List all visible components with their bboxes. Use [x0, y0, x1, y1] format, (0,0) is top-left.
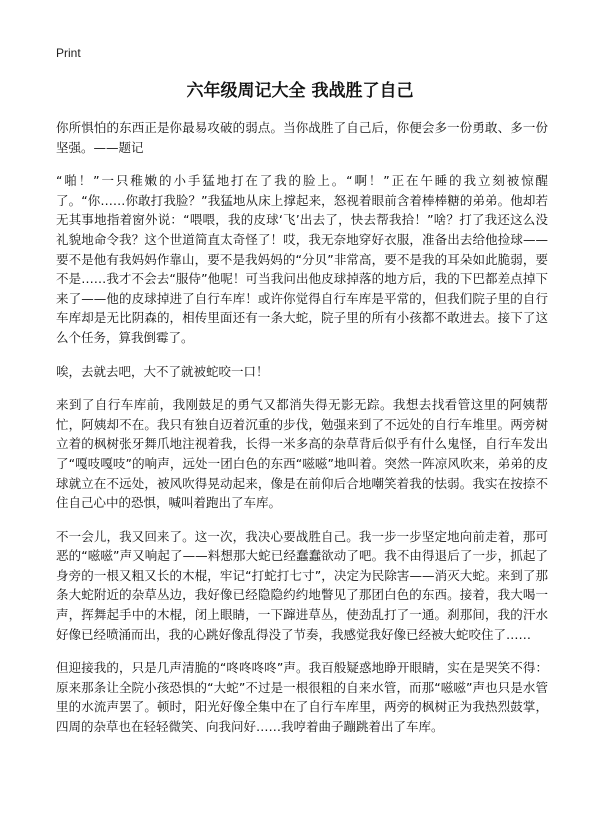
body-paragraph: 不一会儿，我又回来了。这一次，我决心要战胜自己。我一步一步坚定地向前走着，那可恶的“嗞嗞”声又响起了——料想那大蛇已经蠢蠢欲动了吧。我不由得退后了一步，抓起了身旁的一根又粗又长的木棍，牢记“打蛇打七寸”，决定为民除害——消灭大蛇。来到了那条大蛇附近的杂草丛边，我好像已经隐隐约约地瞥见了那团白色的东西。接着，我大喝一声，挥舞起手中的木棍，闭上眼睛，一下蹿进草丛，使劲乱打了一通。刹那间，我的汗水好像已经喷涌而出，我的心跳好像乱得没了节奏，我感觉我好像已经被大蛇咬住了……: [56, 528, 548, 642]
body-paragraph: 来到了自行车库前，我刚鼓足的勇气又都消失得无影无踪。我想去找看管这里的阿姨帮忙，阿姨却不在。我只有独自迈着沉重的步伐，勉强来到了不远处的自行车堆里。两旁树立着的枫树张牙舞爪地注视着我，长得一米多高的杂草背后似乎有什么鬼怪，自行车发出了“嘎吱嘎吱”的响声，远处一团白色的东西“嗞嗞”地叫着。突然一阵凉风吹来，弟弟的皮球就立在不远处，被风吹得晃动起来，像是在前仰后合地嘲笑着我的怯弱。我实在按捺不住自己心中的恐惧，喊叫着跑出了车库。: [56, 397, 548, 511]
body-paragraph: “啪！”一只稚嫩的小手猛地打在了我的脸上。“啊！”正在午睡的我立刻被惊醒了。“你……你敢打我脸？”我猛地从床上撑起来，怒视着眼前含着棒棒糖的弟弟。他却若无其事地指着窗外说：“喂喂，我的皮球‘飞’出去了，快去帮我拾！”啥？打了我还这么没礼貌地命令我？这个世道简直太奇怪了！哎，我无奈地穿好衣服，准备出去给他捡球——要不是他有我妈妈作靠山，要不是我妈妈的“分贝”非常高，要不是我的耳朵如此脆弱，要不是……我才不会去“服侍”他呢！可当我问出他皮球掉落的地方后，我的下巴都差点掉下来了——他的皮球掉进了自行车库！或许你觉得自行车库是平常的，但我们院子里的自行车库却是无比阴森的，相传里面还有一条大蛇，院子里的所有小孩都不敢进去。接下了这么个任务，算我倒霉了。: [56, 173, 548, 345]
body-paragraph: 唉，去就去吧，大不了就被蛇咬一口！: [56, 363, 269, 379]
print-link[interactable]: Print: [56, 46, 81, 60]
epigraph-paragraph: 你所惧怕的东西正是你最易攻破的弱点。当你战胜了自己后，你便会多一份勇敢、多一份坚强。——题记: [56, 120, 548, 155]
article-body: [56, 118, 548, 751]
body-paragraph: 但迎接我的，只是几声清脆的“咚咚咚咚”声。我百般疑惑地睁开眼睛，实在是哭笑不得：原来那条让全院小孩恐惧的“大蛇”不过是一根很粗的自来水管，而那“嗞嗞”声也只是水管里的水流声罢了。顿时，阳光好像全集中在了自行车库里，两旁的枫树正为我热烈鼓掌，四周的杂草也在轻轻微笑、向我问好……我哼着曲子蹦跳着出了车库。: [56, 660, 548, 735]
page-title: 六年级周记大全 我战胜了自己: [186, 81, 414, 101]
